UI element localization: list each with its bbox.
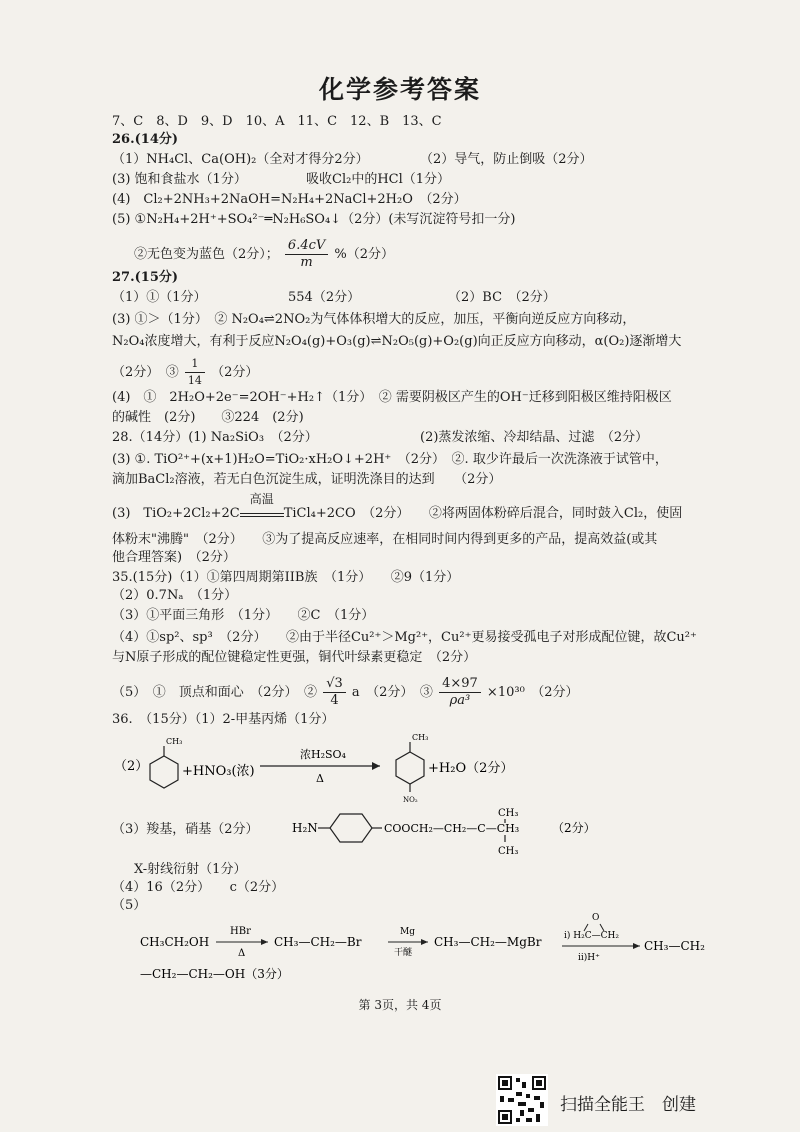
q35-fraction-1-denominator: 4 — [330, 693, 339, 708]
arrow1-top: HBr — [230, 926, 251, 937]
reaction-arrow-head — [372, 762, 380, 770]
q36-line4: （4）16（2分） c（2分） — [112, 880, 285, 895]
q35-line2: （2）0.7Nₐ （1分） — [112, 588, 238, 603]
q36-synthesis-route — [118, 910, 718, 990]
arrow2-top: Mg — [400, 927, 415, 937]
q27-fraction — [185, 356, 205, 389]
q28-line4-right: TiCl₄+2CO （2分） ②将两固体粉碎后混合，同时鼓入Cl₂，使固 — [283, 506, 683, 521]
q26-line3: (4) Cl₂+2NH₃+2NaOH=N₂H₄+2NaCl+2H₂O （2分） — [112, 192, 467, 207]
q36-nitration-scheme — [112, 730, 672, 810]
ester-chain: COOCH₂—CH₂—C—CH₃ — [384, 822, 520, 835]
q35-line3: （3）①平面三角形 （1分） ②C （1分） — [112, 608, 375, 623]
qr-code-icon — [496, 1074, 548, 1126]
q28-high-temp-condition — [240, 492, 284, 517]
q26-fraction-numerator: 6.4cV — [285, 238, 328, 255]
q35-line6-text: （5） ① 顶点和面心 （2分） ② — [112, 685, 318, 700]
route-end-part1: CH₃—CH₂ — [644, 939, 705, 953]
q27-fraction-denominator: 14 — [187, 374, 202, 387]
q28-line4-left: (3) TiO₂+2Cl₂+2C — [112, 506, 240, 521]
q35-line6-end: ×10³⁰ （2分） — [486, 685, 579, 700]
route-bromoethane: CH₃—CH₂—Br — [274, 935, 362, 949]
q27-line1a: （1）①（1分） — [112, 290, 207, 305]
q27-heading: 27.(15分) — [112, 270, 179, 285]
q27-line4-text: （2分） ③ — [112, 365, 179, 380]
q26-line5-score: %（2分） — [334, 247, 395, 262]
route-arrow-1-head — [261, 939, 268, 945]
q36-r2-product: +H₂O（2分） — [428, 761, 514, 776]
q36-r2-condition-bottom: Δ — [316, 772, 324, 785]
q26-fraction-denominator: m — [300, 255, 313, 270]
product-ch3-label: CH₃ — [412, 733, 429, 742]
arrow3-bottom: ii)H⁺ — [578, 953, 600, 963]
q35-line1: 35.(15分)（1）①第四周期第IIB族 （1分） ②9（1分） — [112, 570, 460, 585]
route-arrow-3-head — [633, 943, 640, 949]
product-no2-label: NO₂ — [403, 796, 418, 804]
q28-line6: 他合理答案) （2分） — [112, 550, 236, 565]
q28-line1b: (2)蒸发浓缩、冷却结晶、过滤 （2分） — [420, 430, 649, 445]
epoxide-bond-right — [600, 924, 604, 931]
q36-xray: X-射线衍射（1分） — [134, 862, 247, 877]
route-arrow-2-head — [421, 939, 428, 945]
q27-line2: (3) ①＞（1分） ② N₂O₄⇌2NO₂为气体体积增大的反应，加压，平衡向逆反应方向移动， — [112, 312, 636, 327]
q28-line3: 滴加BaCl₂溶液，若无白色沉淀生成，证明洗涤目的达到 （2分） — [112, 472, 502, 487]
q27-line3: N₂O₄浓度增大，有利于反应N₂O₄(g)+O₃(g)⇌N₂O₅(g)+O₂(g)向正反应方向移动，α(O₂)逐渐增大 — [112, 334, 682, 349]
q28-line5: 体粉末"沸腾" （2分） ③为了提高反应速率，在相同时间内得到更多的产品，提高效益(或其 — [112, 532, 658, 547]
q36-line5: （5） — [112, 898, 147, 913]
benzene-ring — [150, 756, 178, 788]
amino-group: H₂N — [292, 821, 318, 835]
arrow1-bottom: Δ — [238, 948, 246, 959]
mcq-answers: 7、C 8、D 9、D 10、A 11、C 12、B 13、C — [112, 114, 442, 129]
q26-line5 — [134, 238, 394, 271]
q26-line4: (5) ①N₂H₄+2H⁺+SO₄²⁻═N₂H₆SO₄↓（2分）(未写沉淀符号扣一分) — [112, 212, 516, 227]
q26-line1b: （2）导气，防止倒吸（2分） — [420, 152, 593, 167]
q27-fraction-numerator: 1 — [185, 356, 205, 373]
q35-line6 — [112, 676, 579, 709]
q27-line1c: （2）BC （2分） — [448, 290, 556, 305]
q35-fraction-2 — [439, 676, 481, 709]
q36-line1: 36. （15分）（1）2-甲基丙烯（1分） — [112, 712, 335, 727]
q35-line4: （4）①sp²、sp³ （2分） ②由于半径Cu²⁺＞Mg²⁺，Cu²⁺更易接受孤电子对形成配位键，故Cu²⁺ — [112, 630, 697, 645]
q35-line6-mid: a （2分） ③ — [351, 685, 433, 700]
arrow2-bottom: 干醚 — [394, 948, 413, 958]
quaternary-bottom-methyl: CH₃ — [498, 846, 519, 857]
q26-line2b: 吸收Cl₂中的HCl（1分） — [306, 172, 451, 187]
quaternary-top-methyl: CH₃ — [498, 808, 519, 819]
q35-fraction-2-denominator: ρa³ — [449, 693, 471, 708]
q35-fraction-2-numerator: 4×97 — [439, 676, 481, 693]
toluene-ch3-label: CH₃ — [166, 737, 183, 746]
q36-r2-label: （2） — [114, 759, 149, 774]
epoxide-bond-left — [584, 924, 588, 931]
page-footer: 第 3页，共 4页 — [358, 998, 442, 1012]
nitrotoluene-structure — [396, 733, 428, 804]
q27-line5: (4) ① 2H₂O+2e⁻=2OH⁻+H₂↑（1分） ② 需要阴极区产生的OH⁻迁移到阳极区维持阳极区 — [112, 390, 672, 405]
q26-line5-text: ②无色变为蓝色（2分）； — [134, 247, 279, 262]
q27-line6: 的碱性 (2分) ③224 (2分) — [112, 410, 304, 425]
route-grignard: CH₃—CH₂—MgBr — [434, 935, 542, 949]
q27-line4 — [112, 356, 258, 389]
q36-ester-structure — [286, 804, 616, 864]
q28-line2: (3) ①. TiO²⁺+(x+1)H₂O=TiO₂·xH₂O↓+2H⁺ （2分） ②. 取少许最后一次洗涤液于试管中， — [112, 452, 668, 467]
q36-r2-reagent: +HNO₃(浓) — [182, 764, 255, 779]
q35-fraction-1 — [323, 676, 346, 709]
page-title: 化学参考答案 — [318, 75, 481, 104]
q36-line3: （3）羧基，硝基（2分） — [112, 822, 259, 837]
route-start: CH₃CH₂OH — [140, 935, 210, 949]
q27-line1b: 554（2分） — [288, 290, 361, 305]
q36-r2-condition-top: 浓H₂SO₄ — [300, 748, 346, 761]
q27-line4-score: （2分） — [211, 365, 259, 380]
q26-line2a: (3) 饱和食盐水（1分） — [112, 172, 247, 187]
q28-line1a: 28.（14分）(1) Na₂SiO₃ （2分） — [112, 430, 318, 445]
benzene-ring-product — [396, 752, 424, 784]
q28-equals-bar — [240, 513, 284, 517]
route-end-part2: —CH₂—CH₂—OH（3分） — [140, 967, 289, 981]
arrow3-top: i) H₂C—CH₂ — [564, 931, 619, 941]
para-benzene-ring — [330, 814, 372, 842]
scanner-brand-label: 扫描全能王 创建 — [560, 1095, 696, 1115]
q36-r3-score: （2分） — [552, 821, 596, 835]
q28-condition-label: 高温 — [249, 492, 274, 506]
q26-fraction — [285, 238, 328, 271]
q26-heading: 26.(14分) — [112, 132, 179, 147]
q28-line4 — [112, 492, 683, 522]
q35-fraction-1-numerator: √3 — [323, 676, 346, 693]
q35-line5: 与N原子形成的配位键稳定性更强，铜代叶绿素更稳定 （2分） — [112, 650, 477, 665]
epoxide-oxygen: O — [592, 913, 600, 923]
toluene-structure — [150, 737, 182, 788]
q26-line1a: （1）NH₄Cl、Ca(OH)₂（全对才得分2分） — [112, 152, 369, 167]
